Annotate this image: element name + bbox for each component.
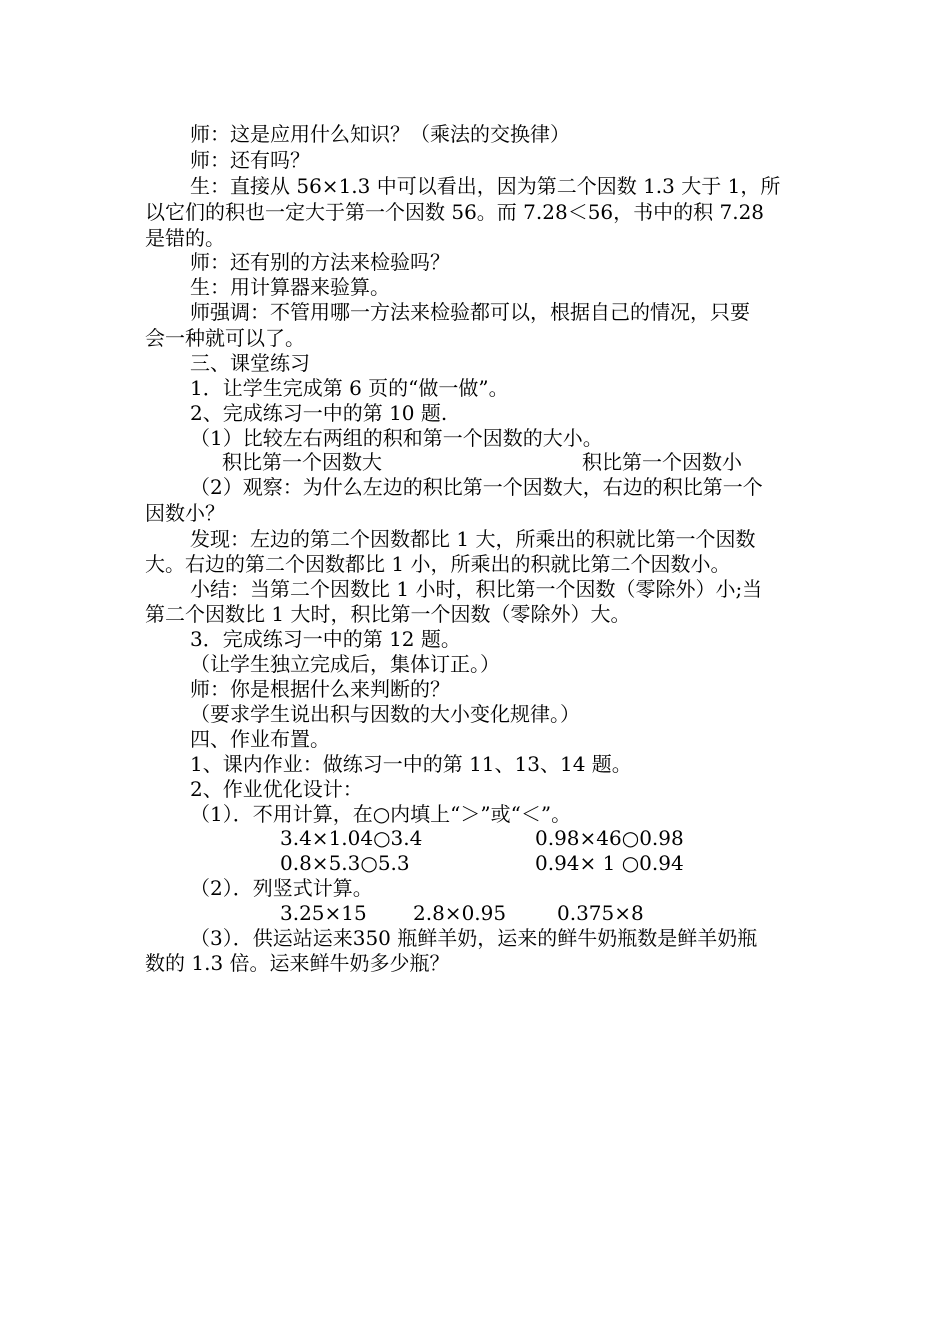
exercise-item: 3.25×15: [280, 901, 367, 925]
text-line: 2、作业优化设计：: [190, 777, 363, 801]
text-line: （让学生独立完成后，集体订正。）: [190, 652, 500, 676]
text-line: 发现：左边的第二个因数都比 1 大，所乘出的积就比第一个因数: [190, 527, 756, 551]
text-line: （2）．列竖式计算。: [190, 876, 373, 900]
text-line: 2、完成练习一中的第 10 题.: [190, 401, 448, 425]
text-line: 会一种就可以了。: [145, 326, 305, 350]
exercise-item: 0.8×5.3○5.3: [280, 851, 410, 875]
text-line: 师：还有别的方法来检验吗？: [190, 250, 450, 274]
exercise-item: 0.98×46○0.98: [535, 826, 684, 850]
exercise-item: 0.94× 1 ○0.94: [535, 851, 684, 875]
text-line: 小结：当第二个因数比 1 小时，积比第一个因数（零除外）小;当: [190, 577, 763, 601]
text-line: 师强调：不管用哪一方法来检验都可以，根据自己的情况，只要: [190, 300, 750, 324]
exercise-item: 0.375×8: [557, 901, 644, 925]
text-line: 师：还有吗？: [190, 148, 310, 172]
text-line: （要求学生说出积与因数的大小变化规律。）: [190, 702, 580, 726]
exercise-item: 3.4×1.04○3.4: [280, 826, 423, 850]
text-line: 3．完成练习一中的第 12 题。: [190, 627, 461, 651]
text-line: 因数小？: [145, 501, 225, 525]
section-heading: 四、作业布置。: [190, 727, 330, 751]
text-line: （1）比较左右两组的积和第一个因数的大小。: [190, 426, 603, 450]
text-line: 1．让学生完成第 6 页的“做一做”。: [190, 376, 509, 400]
text-line: 是错的。: [145, 226, 225, 250]
text-line: （1）．不用计算，在○内填上“＞”或“＜”。: [190, 802, 572, 826]
text-line: （3）．供运站运来350 瓶鲜羊奶，运来的鲜牛奶瓶数是鲜羊奶瓶: [190, 926, 758, 950]
exercise-item: 2.8×0.95: [413, 901, 507, 925]
left-group-label: 积比第一个因数大: [222, 450, 382, 474]
text-line: 数的 1.3 倍。运来鲜牛奶多少瓶？: [145, 951, 450, 975]
text-line: 生：用计算器来验算。: [190, 275, 390, 299]
text-line: 生：直接从 56×1.3 中可以看出，因为第二个因数 1.3 大于 1，所: [190, 174, 781, 198]
text-line: 1、课内作业：做练习一中的第 11、13、14 题。: [190, 752, 632, 776]
text-line: 师：这是应用什么知识？（乘法的交换律）: [190, 122, 570, 146]
text-line: 师：你是根据什么来判断的？: [190, 677, 450, 701]
text-line: （2）观察：为什么左边的积比第一个因数大，右边的积比第一个: [190, 475, 763, 499]
text-line: 第二个因数比 1 大时，积比第一个因数（零除外）大。: [145, 602, 631, 626]
text-line: 以它们的积也一定大于第一个因数 56。而 7.28＜56，书中的积 7.28: [145, 200, 765, 224]
section-heading: 三、课堂练习: [190, 351, 310, 375]
right-group-label: 积比第一个因数小: [582, 450, 742, 474]
text-line: 大。右边的第二个因数都比 1 小，所乘出的积就比第二个因数小。: [145, 552, 731, 576]
